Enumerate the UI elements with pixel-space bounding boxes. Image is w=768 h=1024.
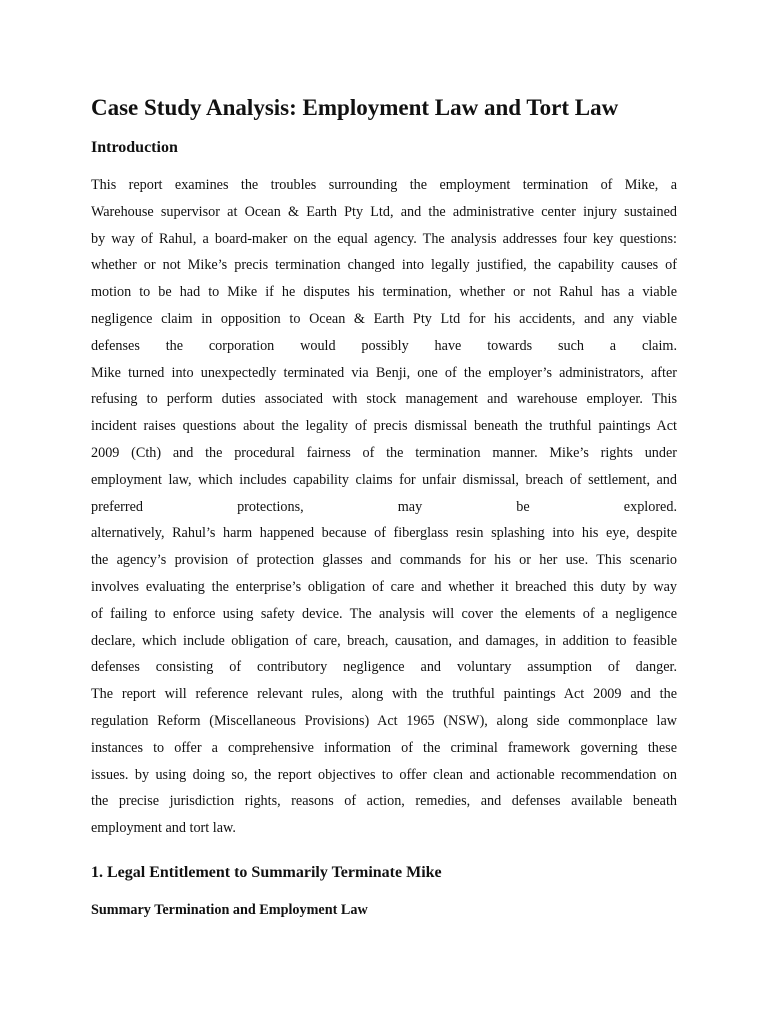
document-title: Case Study Analysis: Employment Law and Tort Law xyxy=(91,95,619,120)
intro-line: The report will reference relevant rules, along with the truthful paintings Act 2009 and the xyxy=(91,686,677,703)
intro-line: preferred protections, may be explored. xyxy=(91,498,677,515)
intro-line: employment and tort law. xyxy=(91,820,236,837)
intro-line: of failing to enforce using safety device. The analysis will cover the elements of a negligence xyxy=(91,605,677,622)
intro-line: 2009 (Cth) and the procedural fairness of the termination manner. Mike’s rights under xyxy=(91,444,677,461)
intro-line: declare, which include obligation of care, breach, causation, and damages, in addition to feasible xyxy=(91,632,677,649)
intro-line: whether or not Mike’s precis termination changed into legally justified, the capability causes of xyxy=(91,257,677,274)
intro-line: incident raises questions about the legality of precis dismissal beneath the truthful paintings Act xyxy=(91,418,677,435)
intro-line: involves evaluating the enterprise’s obligation of care and whether it breached this duty by way xyxy=(91,578,677,595)
intro-line: This report examines the troubles surrounding the employment termination of Mike, a xyxy=(91,177,677,193)
introduction-heading: Introduction xyxy=(91,139,178,156)
subsection-heading: Summary Termination and Employment Law xyxy=(91,902,368,918)
intro-line: defenses the corporation would possibly have towards such a claim. xyxy=(91,337,677,354)
intro-line: motion to be had to Mike if he disputes his termination, whether or not Rahul has a viable xyxy=(91,284,677,301)
intro-line: defenses consisting of contributory negligence and voluntary assumption of danger. xyxy=(91,659,677,676)
intro-line: regulation Reform (Miscellaneous Provisions) Act 1965 (NSW), along side commonplace law xyxy=(91,712,677,729)
intro-line: by way of Rahul, a board-maker on the equal agency. The analysis addresses four key questions: xyxy=(91,230,677,247)
intro-line: Warehouse supervisor at Ocean & Earth Pty Ltd, and the administrative center injury sustained xyxy=(91,203,677,220)
intro-line: employment law, which includes capability claims for unfair dismissal, breach of settlement, and xyxy=(91,471,677,488)
intro-line: the agency’s provision of protection glasses and commands for his or her use. This scenario xyxy=(91,552,677,569)
intro-line: instances to offer a comprehensive information of the criminal framework governing these xyxy=(91,739,677,756)
introduction-body xyxy=(91,172,677,842)
intro-line: alternatively, Rahul’s harm happened because of fiberglass resin splashing into his eye, despite xyxy=(91,525,677,542)
intro-line: negligence claim in opposition to Ocean & Earth Pty Ltd for his accidents, and any viable xyxy=(91,310,677,327)
intro-line: Mike turned into unexpectedly terminated via Benji, one of the employer’s administrators, after xyxy=(91,364,677,381)
intro-line: refusing to perform duties associated with stock management and warehouse employer. This xyxy=(91,391,677,408)
section-heading: 1. Legal Entitlement to Summarily Terminate Mike xyxy=(91,864,442,881)
intro-line: issues. by using doing so, the report objectives to offer clean and actionable recommendation on xyxy=(91,766,677,783)
intro-line: the precise jurisdiction rights, reasons of action, remedies, and defenses available beneath xyxy=(91,793,677,810)
